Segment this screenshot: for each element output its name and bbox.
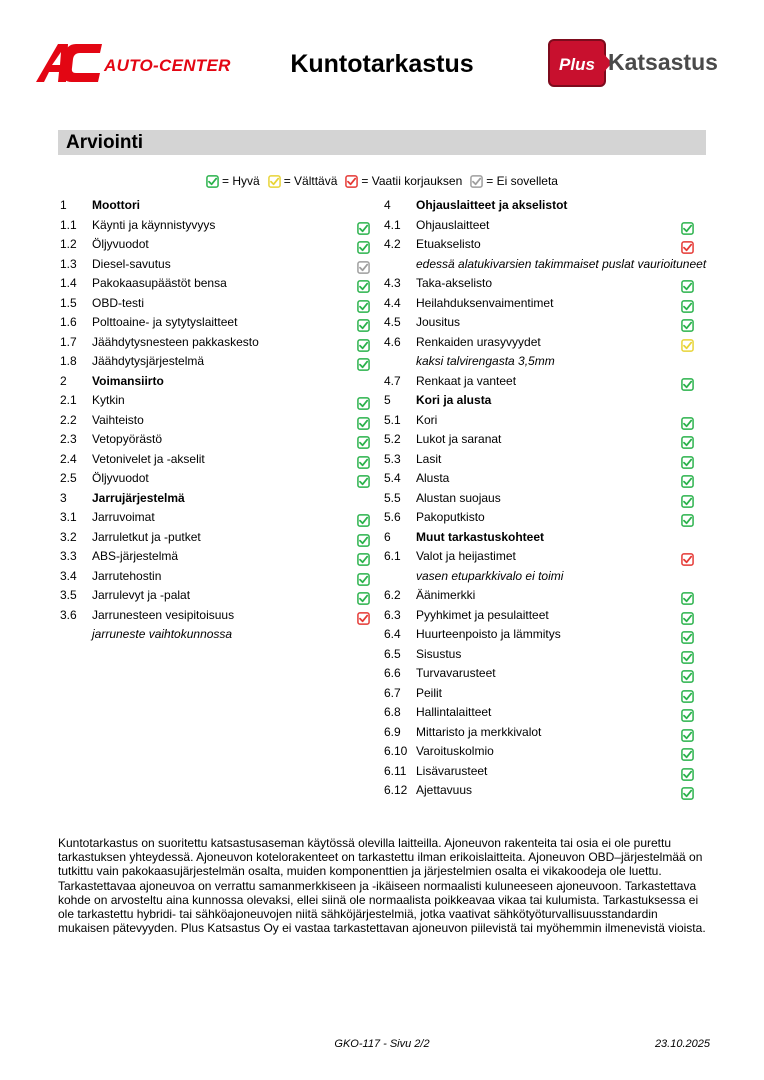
row-number: 1.7 <box>60 334 77 349</box>
plus-logo-badge <box>548 39 606 87</box>
row-number: 1.1 <box>60 217 77 232</box>
row-number: 1.5 <box>60 295 77 310</box>
checklist-row <box>382 294 698 314</box>
plus-katsastus-logo <box>548 39 728 89</box>
checkbox-good-icon <box>681 631 694 644</box>
auto-center-logo-text: AUTO-CENTER <box>104 56 231 75</box>
checklist-row <box>382 781 698 801</box>
checklist-row <box>382 469 698 489</box>
row-number: 5.3 <box>384 451 401 466</box>
row-number: 5.4 <box>384 471 401 485</box>
row-label: Äänimerkki <box>416 588 476 602</box>
row-number: 3.2 <box>60 529 77 544</box>
row-number: 6.4 <box>384 627 401 641</box>
checkbox-fair-icon <box>268 175 281 188</box>
checkbox-repair-icon <box>681 553 694 566</box>
row-number: 1.3 <box>60 256 77 271</box>
checkbox-good-icon <box>681 670 694 683</box>
checkbox-good-icon <box>681 280 694 293</box>
checkbox-good-icon <box>357 300 370 313</box>
checkbox-good-icon <box>357 456 370 469</box>
plus-logo-badge-text: Plus <box>559 55 595 74</box>
section-bar <box>58 130 706 155</box>
checklist-row <box>58 450 374 470</box>
checkbox-good-icon <box>681 709 694 722</box>
row-label: Alusta <box>416 471 450 485</box>
checkbox-good-icon <box>357 553 370 566</box>
row-label: Jarruletkut ja -putket <box>92 529 201 544</box>
row-number: 5.5 <box>384 490 401 505</box>
checklist-row <box>382 723 698 743</box>
row-label: Jäähdytysjärjestelmä <box>92 354 205 368</box>
remark-text: kaksi talvirengasta 3,5mm <box>416 354 555 368</box>
row-label: Jarrulevyt ja -palat <box>92 588 191 602</box>
checklist-row <box>58 391 374 411</box>
checklist-row <box>58 216 374 236</box>
checkbox-na-icon <box>470 175 483 188</box>
row-label: Lasit <box>416 451 442 466</box>
checkbox-good-icon <box>681 436 694 449</box>
legend-item-na <box>470 174 558 188</box>
status-legend <box>0 171 764 191</box>
checkbox-good-icon <box>357 436 370 449</box>
row-label: Sisustus <box>416 646 462 661</box>
row-number: 4.1 <box>384 217 401 232</box>
section-title: Arviointi <box>66 132 144 153</box>
checklist-row <box>382 235 698 255</box>
checkbox-good-icon <box>681 300 694 313</box>
checkbox-fair-icon <box>681 339 694 352</box>
checkbox-good-icon <box>357 573 370 586</box>
checklist-row <box>58 528 374 548</box>
legend-item-repair <box>345 174 462 188</box>
row-label: Kytkin <box>92 393 125 407</box>
row-label: Ohjauslaitteet <box>416 217 490 232</box>
row-label: Jarrunesteen vesipitoisuus <box>92 607 235 622</box>
row-label: Käynti ja käynnistyvyys <box>92 217 216 232</box>
row-number: 3.1 <box>60 510 77 524</box>
row-number: 6.5 <box>384 646 401 661</box>
checkbox-good-icon <box>681 475 694 488</box>
auto-center-logo-mark <box>36 42 106 86</box>
remark-row <box>382 352 698 372</box>
checkbox-good-icon <box>681 651 694 664</box>
checkbox-good-icon <box>357 514 370 527</box>
status-indicator <box>681 784 694 804</box>
checkbox-good-icon <box>357 222 370 235</box>
checklist-row <box>382 664 698 684</box>
checkbox-good-icon <box>681 748 694 761</box>
checkbox-good-icon <box>681 729 694 742</box>
row-number: 5.2 <box>384 432 401 446</box>
checkbox-good-icon <box>357 339 370 352</box>
row-number: 6.8 <box>384 705 401 719</box>
checkbox-good-icon <box>681 319 694 332</box>
row-number: 1.8 <box>60 354 77 368</box>
checkbox-good-icon <box>681 612 694 625</box>
legend-label: = Vaatii korjauksen <box>361 174 463 188</box>
row-number: 2.4 <box>60 451 77 466</box>
row-label: Ajettavuus <box>416 783 473 797</box>
row-number: 5.6 <box>384 510 401 524</box>
section-heading-row <box>58 372 374 392</box>
checklist-row <box>382 216 698 236</box>
legend-item-fair <box>268 174 338 188</box>
row-number: 2.5 <box>60 471 77 485</box>
row-label: Kori <box>416 412 438 427</box>
checklist-row <box>58 606 374 626</box>
remark-text: edessä alatukivarsien takimmaiset puslat vaurioituneet <box>416 256 707 271</box>
row-number: 4.2 <box>384 237 401 251</box>
checklist-row <box>382 645 698 665</box>
row-label: Varoituskolmio <box>416 744 494 758</box>
row-number: 3 <box>60 490 67 505</box>
remark-row <box>382 567 698 587</box>
row-label: Jäähdytysnesteen pakkaskesto <box>92 334 259 349</box>
checklist-row <box>58 274 374 294</box>
checkbox-good-icon <box>357 592 370 605</box>
checkbox-good-icon <box>357 475 370 488</box>
row-label: Valot ja heijastimet <box>416 549 516 563</box>
row-label: Renkaiden urasyvyydet <box>416 334 541 349</box>
checkbox-good-icon <box>681 768 694 781</box>
row-number: 6.3 <box>384 607 401 622</box>
row-number: 3.6 <box>60 607 77 622</box>
page-title: Kuntotarkastus <box>290 50 474 78</box>
row-label: Lisävarusteet <box>416 763 488 778</box>
legend-label: = Hyvä <box>222 174 260 188</box>
checklist-row <box>58 586 374 606</box>
row-label: ABS-järjestelmä <box>92 549 179 563</box>
checklist-row <box>382 411 698 431</box>
row-label: Jarrujärjestelmä <box>92 490 185 505</box>
legend-label: = Välttävä <box>283 174 338 188</box>
row-label: Mittaristo ja merkkivalot <box>416 724 542 739</box>
row-label: Voimansiirto <box>92 373 164 388</box>
section-heading-row <box>382 391 698 411</box>
checklist-row <box>382 508 698 528</box>
checkbox-repair-icon <box>357 612 370 625</box>
row-number: 1.4 <box>60 276 77 290</box>
checklist-row <box>58 313 374 333</box>
row-number: 3.3 <box>60 549 77 563</box>
row-label: Heilahduksenvaimentimet <box>416 295 554 310</box>
checklist-row <box>58 255 374 275</box>
row-number: 6.1 <box>384 549 401 563</box>
checklist-row <box>382 703 698 723</box>
checkbox-na-icon <box>357 261 370 274</box>
checklist-row <box>382 450 698 470</box>
legend-label: = Ei sovelleta <box>486 174 558 188</box>
row-number: 5.1 <box>384 412 401 427</box>
row-number: 6.7 <box>384 685 401 700</box>
row-number: 4.7 <box>384 373 401 388</box>
checklist-row <box>382 372 698 392</box>
row-label: Vetopyörästö <box>92 432 163 446</box>
row-number: 6.11 <box>384 763 407 778</box>
checkbox-good-icon <box>206 175 219 188</box>
section-heading-row <box>58 489 374 509</box>
row-label: Pyyhkimet ja pesulaitteet <box>416 607 549 622</box>
row-label: Lukot ja saranat <box>416 432 502 446</box>
row-label: Kori ja alusta <box>416 393 492 407</box>
checklist-row <box>58 508 374 528</box>
checkbox-good-icon <box>681 690 694 703</box>
row-number: 2.2 <box>60 412 77 427</box>
row-label: Vetonivelet ja -akselit <box>92 451 205 466</box>
row-label: Jousitus <box>416 315 461 329</box>
row-number: 4.6 <box>384 334 401 349</box>
checklist-row <box>58 567 374 587</box>
checklist-row <box>382 333 698 353</box>
checklist-row <box>382 684 698 704</box>
row-label: Muut tarkastuskohteet <box>416 529 545 544</box>
legend-item-good <box>206 174 260 188</box>
checkbox-repair-icon <box>345 175 358 188</box>
checkbox-good-icon <box>681 787 694 800</box>
section-heading-row <box>58 196 374 216</box>
row-number: 4.5 <box>384 315 401 329</box>
checkbox-good-icon <box>681 592 694 605</box>
row-label: Öljyvuodot <box>92 237 149 251</box>
row-number: 2.3 <box>60 432 77 446</box>
checklist-row <box>58 352 374 372</box>
row-label: Moottori <box>92 198 140 212</box>
plus-logo-word: Katsastus <box>608 49 718 75</box>
row-label: Renkaat ja vanteet <box>416 373 517 388</box>
row-number: 6.12 <box>384 783 408 797</box>
row-label: Pakoputkisto <box>416 510 485 524</box>
checklist-row <box>382 313 698 333</box>
row-number: 6.6 <box>384 666 401 680</box>
checkbox-good-icon <box>357 358 370 371</box>
row-number: 6.9 <box>384 724 401 739</box>
row-label: Etuakselisto <box>416 237 481 251</box>
section-heading-row <box>382 196 698 216</box>
checkbox-good-icon <box>357 280 370 293</box>
checkbox-good-icon <box>681 222 694 235</box>
checkbox-good-icon <box>681 417 694 430</box>
row-label: Öljyvuodot <box>92 471 149 485</box>
row-label: Huurteenpoisto ja lämmitys <box>416 627 561 641</box>
page-date: 23.10.2025 <box>654 1038 710 1050</box>
row-number: 1 <box>60 198 67 212</box>
row-label: Jarrutehostin <box>92 568 162 583</box>
row-label: Turvavarusteet <box>416 666 496 680</box>
checkbox-good-icon <box>357 319 370 332</box>
checkbox-good-icon <box>681 456 694 469</box>
checklist-row <box>382 430 698 450</box>
checkbox-good-icon <box>357 534 370 547</box>
page-footer <box>0 1038 764 1054</box>
checklist-row <box>58 294 374 314</box>
checkbox-good-icon <box>681 378 694 391</box>
remark-text: jarruneste vaihtokunnossa <box>92 627 233 641</box>
checklist-row <box>58 333 374 353</box>
checklist-row <box>382 586 698 606</box>
checkbox-good-icon <box>357 397 370 410</box>
checkbox-good-icon <box>357 417 370 430</box>
checklist-row <box>382 606 698 626</box>
row-number: 3.4 <box>60 568 77 583</box>
remark-row <box>58 625 374 645</box>
row-label: Vaihteisto <box>92 412 144 427</box>
remark-text: vasen etuparkkivalo ei toimi <box>416 568 564 583</box>
checklist-row <box>382 547 698 567</box>
row-label: Jarruvoimat <box>92 510 155 524</box>
page-number: GKO-117 - Sivu 2/2 <box>334 1038 430 1050</box>
row-label: Alustan suojaus <box>416 490 501 505</box>
row-number: 6.10 <box>384 744 408 758</box>
checklist-row <box>382 274 698 294</box>
row-label: Taka-akselisto <box>416 276 493 290</box>
checkbox-repair-icon <box>681 241 694 254</box>
row-number: 4.4 <box>384 295 401 310</box>
checkbox-good-icon <box>681 514 694 527</box>
row-number: 1.2 <box>60 237 77 251</box>
row-number: 3.5 <box>60 588 77 602</box>
row-label: Diesel-savutus <box>92 256 171 271</box>
remark-row <box>382 255 707 275</box>
row-number: 2.1 <box>60 393 77 407</box>
checklist-row <box>58 411 374 431</box>
row-label: Ohjauslaitteet ja akselistot <box>416 198 568 212</box>
row-label: Peilit <box>416 685 443 700</box>
checklist-row <box>382 489 698 509</box>
checklist-row <box>382 625 698 645</box>
row-label: OBD-testi <box>92 295 145 310</box>
checklist-row <box>58 430 374 450</box>
right-column <box>382 196 707 801</box>
checklist-row <box>58 547 374 567</box>
checkbox-good-icon <box>681 495 694 508</box>
checklist-row <box>382 742 698 762</box>
row-number: 4 <box>384 198 391 212</box>
checklist-row <box>58 469 374 489</box>
row-number: 6 <box>384 529 391 544</box>
row-number: 5 <box>384 393 391 407</box>
row-label: Hallintalaitteet <box>416 705 492 719</box>
row-label: Pakokaasupäästöt bensa <box>92 276 227 290</box>
left-column <box>58 196 374 645</box>
row-number: 1.6 <box>60 315 77 329</box>
row-number: 6.2 <box>384 588 401 602</box>
row-number: 2 <box>60 373 67 388</box>
checkbox-good-icon <box>357 241 370 254</box>
section-heading-row <box>382 528 698 548</box>
row-number: 4.3 <box>384 276 401 290</box>
page-header <box>0 0 764 110</box>
checklist-row <box>382 762 698 782</box>
row-label: Polttoaine- ja sytytyslaitteet <box>92 315 238 329</box>
checklist-row <box>58 235 374 255</box>
auto-center-logo <box>36 42 231 86</box>
disclaimer-text: Kuntotarkastus on suoritettu katsastusaseman käytössä olevilla laitteilla. Ajoneuvon rakenteita tai osia ei ole purettu tarkastuksen yhteydessä. Ajoneuvon kotelorakenteet on tarkastettu ilman erikoislaitteita. Ajoneuvon OBD–järjestelmää on tutkittu vain pakokaasujärjestelmän osalta, muiden komponenttien ja järjestelmien osalta ei vikakoodeja ole luettu. Tarkastettavaa ajoneuvoa on verrattu samanmerkkiseen ja -ikäiseen normaalisti kuluneeseen ajoneuvoon. Tarkastettava kohde on arvosteltu aina kunnossa olevaksi, ellei siinä ole normaalista poikkeavaa vikaa tai kulumista. Tarkastuksessa ei ole tarkastettu hybridi- tai sähköajoneuvojen niitä sähköjärjestelmiä, jotka vaativat sähkötyöturvallisuusstandardin mukaisen pätevyyden. Plus Katsastus Oy ei vastaa tarkastettavan ajoneuvon piilevistä tai myöhemmin ilmenevistä vioista. <box>58 836 706 936</box>
